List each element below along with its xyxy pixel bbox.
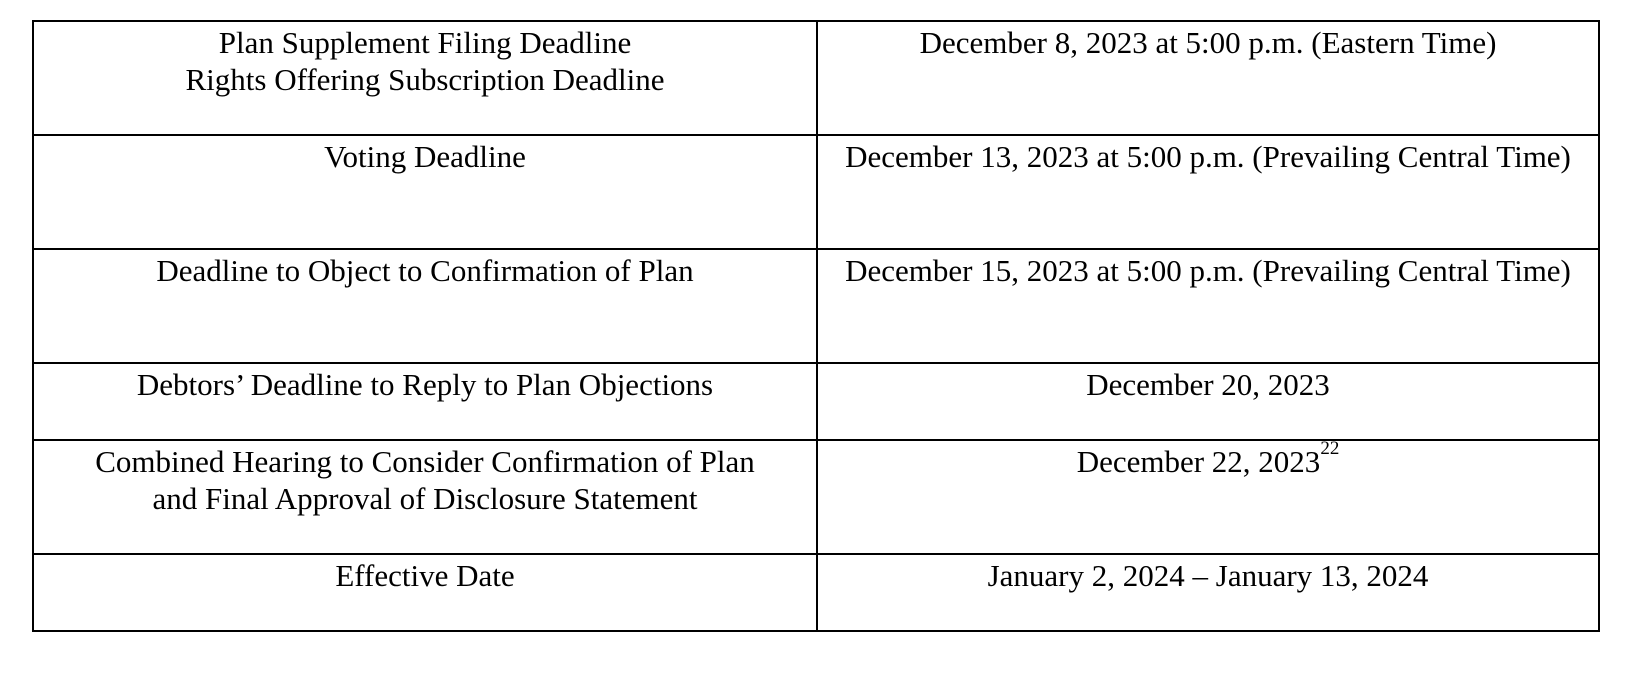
date-cell [817,554,1599,631]
event-label: Voting Deadline [324,139,526,174]
date-value: December 8, 2023 at 5:00 p.m. (Eastern Time) [919,25,1497,60]
event-cell [33,554,817,631]
event-label: Rights Offering Subscription Deadline [185,62,665,97]
deadline-schedule-table [32,20,1600,632]
event-cell [33,21,817,135]
table-row [33,440,1599,554]
table-row [33,249,1599,363]
event-label: Deadline to Object to Confirmation of Plan [156,253,694,288]
date-cell [817,249,1599,363]
table-row [33,363,1599,440]
date-value: December 20, 2023 [1086,367,1330,402]
date-cell [817,440,1599,554]
date-value: January 2, 2024 – January 13, 2024 [987,558,1429,593]
date-value: December 15, 2023 at 5:00 p.m. (Prevailing Central Time) [845,253,1571,288]
event-label: and Final Approval of Disclosure Statement [152,481,698,516]
event-cell [33,135,817,249]
event-label: Plan Supplement Filing Deadline [218,25,632,60]
footnote-marker[interactable]: 22 [1320,438,1340,459]
date-cell [817,135,1599,249]
table-row [33,21,1599,135]
date-cell [817,363,1599,440]
event-label: Effective Date [335,558,515,593]
date-cell [817,21,1599,135]
event-cell [33,249,817,363]
date-value: December 22, 2023 [1076,444,1321,479]
date-value: December 13, 2023 at 5:00 p.m. (Prevailing Central Time) [845,139,1571,174]
event-cell [33,363,817,440]
table-row [33,554,1599,631]
event-label: Combined Hearing to Consider Confirmation of Plan [95,444,755,479]
event-label: Debtors’ Deadline to Reply to Plan Objections [136,367,714,402]
table-row [33,135,1599,249]
event-cell [33,440,817,554]
